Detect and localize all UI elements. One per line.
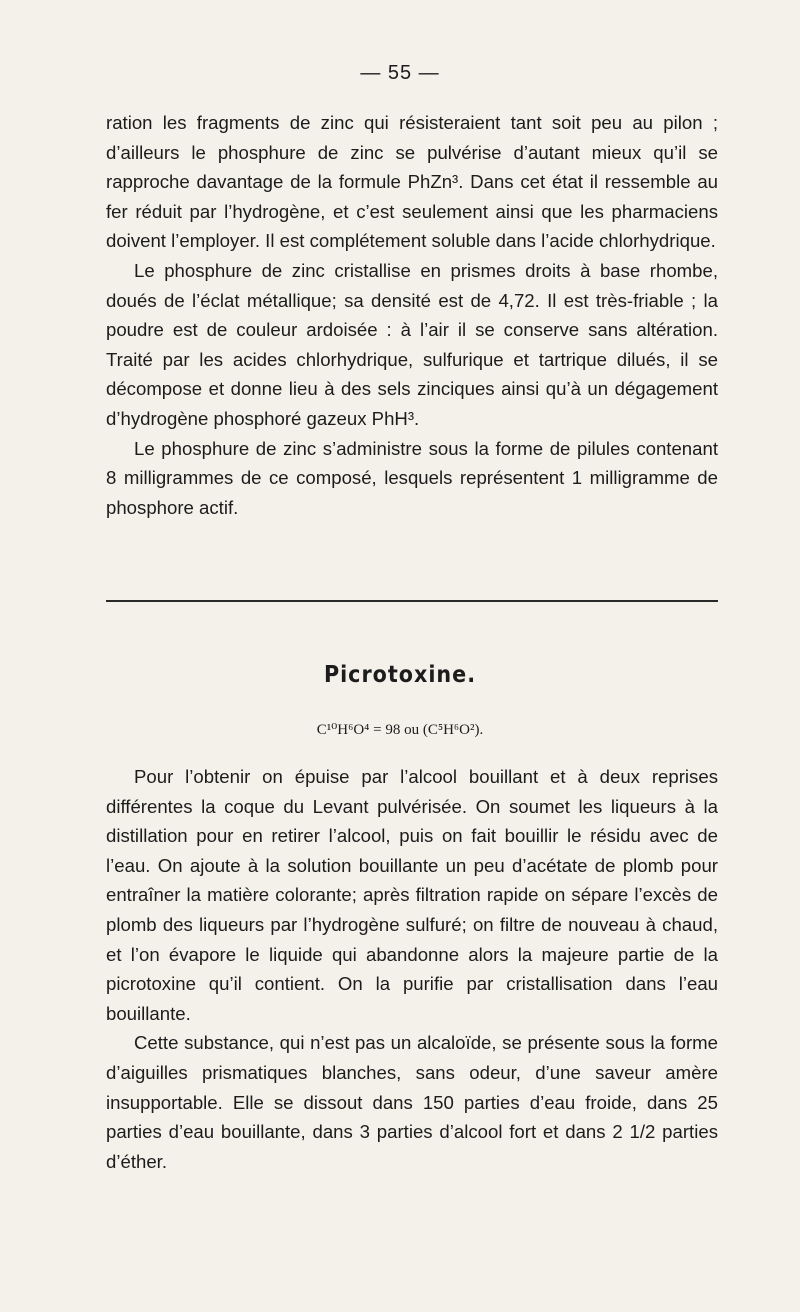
section-title: Picrotoxine. bbox=[323, 662, 477, 688]
paragraph-crystal-properties: Le phosphure de zinc cristallise en prismes droits à base rhombe, doués de l’éclat métallique; sa densité est de 4,72. Il est très-friable ; la poudre est de couleur ardoisée : à l’air il se conserve sans altération. Traité par les acides chlorhydrique, sulfurique et tartrique dilués, il se décompose et donne lieu à des sels zinciques ainsi qu’à un dégagement d’hydrogène phosphoré gazeux PhH³. bbox=[106, 259, 718, 429]
page-number-header: — 55 — bbox=[360, 62, 440, 84]
paragraph-description: Cette substance, qui n’est pas un alcaloïde, se présente sous la forme d’aiguilles prismatiques blanches, sans odeur, d’une saveur amère insupportable. Elle se dissout dans 150 parties d’eau froide, dans 25 parties d’eau bouillante, dans 3 parties d’alcool fort et dans 2 1/2 parties d’éther. bbox=[106, 1032, 718, 1172]
paragraph-preparation: Pour l’obtenir on épuise par l’alcool bouillant et à deux reprises différentes la coque du Levant pulvérisée. On soumet les liqueurs à la distillation pour en retirer l’alcool, puis on fait bouillir le résidu avec de l’eau. On ajoute à la solution bouillante un peu d’acétate de plomb pour entraîner la matière colorante; après filtration rapide on sépare l’excès de plomb des liqueurs par l’hydrogène sulfuré; on filtre de nouveau à chaud, et l’on évapore le liquide qui abandonne alors la majeure partie de la picrotoxine qu’il contient. On la purifie par cristallisation dans l’eau bouillante. bbox=[106, 766, 718, 1024]
section-divider bbox=[106, 600, 718, 602]
paragraph-administration: Le phosphure de zinc s’administre sous la forme de pilules contenant 8 milligrammes de ce composé, lesquels représentent 1 milligramme de phosphore actif. bbox=[106, 437, 718, 518]
chemical-formula: C¹⁰H⁶O⁴ = 98 ou (C⁵H⁶O²). bbox=[316, 722, 484, 738]
paragraph-continuation: ration les fragments de zinc qui résisteraient tant soit peu au pilon ; d’ailleurs le phosphure de zinc se pulvérise d’autant mieux qu’il se rapproche davantage de la formule PhZn³. Dans cet état il ressemble au fer réduit par l’hydrogène, et c’est seulement ainsi que les pharmaciens doivent l’employer. Il est complétement soluble dans l’acide chlorhydrique. bbox=[106, 112, 718, 252]
section-phosphure-de-zinc bbox=[106, 108, 718, 522]
section-picrotoxine bbox=[106, 762, 718, 1176]
